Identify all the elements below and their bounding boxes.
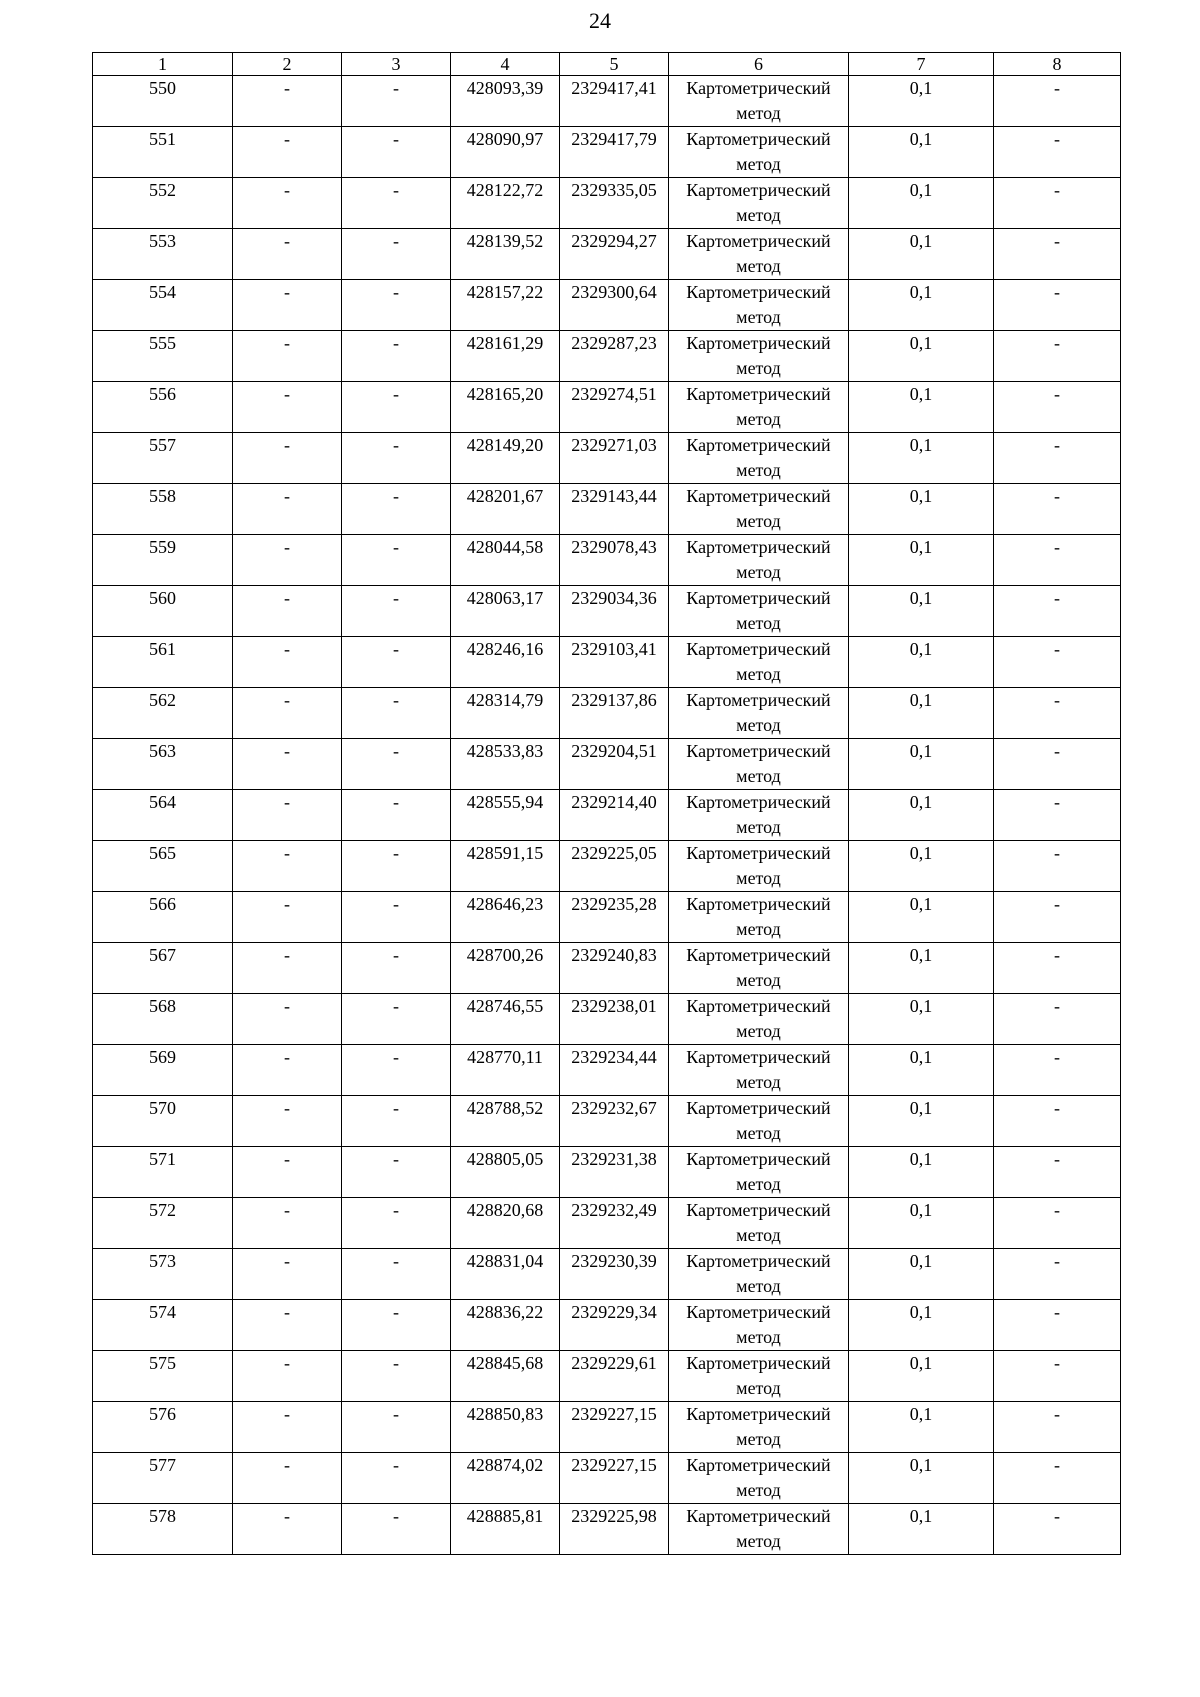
col3-cell: -: [342, 127, 451, 178]
col3-cell: -: [342, 178, 451, 229]
col3-cell: -: [342, 331, 451, 382]
x-coordinate-cell: 428805,05: [451, 1147, 560, 1198]
point-number-cell: 574: [93, 1300, 233, 1351]
point-number-cell: 551: [93, 127, 233, 178]
point-number-cell: 550: [93, 76, 233, 127]
col8-cell: -: [994, 790, 1121, 841]
col8-cell: -: [994, 1249, 1121, 1300]
table-row: [93, 535, 1121, 586]
x-coordinate-cell: 428157,22: [451, 280, 560, 331]
y-coordinate-cell: 2329234,44: [560, 1045, 669, 1096]
point-number-cell: 565: [93, 841, 233, 892]
point-number-cell: 567: [93, 943, 233, 994]
x-coordinate-cell: 428044,58: [451, 535, 560, 586]
table-row: [93, 229, 1121, 280]
method-cell: Картометрический метод: [669, 1351, 849, 1402]
x-coordinate-cell: 428770,11: [451, 1045, 560, 1096]
coordinates-table: [92, 52, 1121, 1555]
point-number-cell: 576: [93, 1402, 233, 1453]
point-number-cell: 571: [93, 1147, 233, 1198]
x-coordinate-cell: 428161,29: [451, 331, 560, 382]
y-coordinate-cell: 2329225,05: [560, 841, 669, 892]
col2-cell: -: [233, 382, 342, 433]
col2-cell: -: [233, 1504, 342, 1555]
col2-cell: -: [233, 1351, 342, 1402]
method-cell: Картометрический метод: [669, 1300, 849, 1351]
y-coordinate-cell: 2329287,23: [560, 331, 669, 382]
col8-cell: -: [994, 1147, 1121, 1198]
col8-cell: -: [994, 637, 1121, 688]
col2-cell: -: [233, 1453, 342, 1504]
table-row: [93, 637, 1121, 688]
col3-cell: -: [342, 1147, 451, 1198]
col8-cell: -: [994, 943, 1121, 994]
x-coordinate-cell: 428850,83: [451, 1402, 560, 1453]
y-coordinate-cell: 2329294,27: [560, 229, 669, 280]
col3-cell: -: [342, 841, 451, 892]
table-row: [93, 331, 1121, 382]
col3-cell: -: [342, 1249, 451, 1300]
y-coordinate-cell: 2329230,39: [560, 1249, 669, 1300]
y-coordinate-cell: 2329229,34: [560, 1300, 669, 1351]
col3-cell: -: [342, 1351, 451, 1402]
col2-cell: -: [233, 331, 342, 382]
y-coordinate-cell: 2329274,51: [560, 382, 669, 433]
col8-cell: -: [994, 1402, 1121, 1453]
col2-cell: -: [233, 688, 342, 739]
col8-cell: -: [994, 229, 1121, 280]
y-coordinate-cell: 2329417,41: [560, 76, 669, 127]
method-cell: Картометрический метод: [669, 1147, 849, 1198]
column-header: 7: [849, 53, 994, 76]
y-coordinate-cell: 2329103,41: [560, 637, 669, 688]
y-coordinate-cell: 2329232,67: [560, 1096, 669, 1147]
precision-cell: 0,1: [849, 127, 994, 178]
y-coordinate-cell: 2329225,98: [560, 1504, 669, 1555]
method-cell: Картометрический метод: [669, 76, 849, 127]
x-coordinate-cell: 428820,68: [451, 1198, 560, 1249]
col2-cell: -: [233, 484, 342, 535]
y-coordinate-cell: 2329417,79: [560, 127, 669, 178]
col2-cell: -: [233, 1147, 342, 1198]
method-cell: Картометрический метод: [669, 892, 849, 943]
col2-cell: -: [233, 1402, 342, 1453]
x-coordinate-cell: 428090,97: [451, 127, 560, 178]
table-row: [93, 433, 1121, 484]
precision-cell: 0,1: [849, 484, 994, 535]
col3-cell: -: [342, 994, 451, 1045]
table-row: [93, 178, 1121, 229]
method-cell: Картометрический метод: [669, 178, 849, 229]
col8-cell: -: [994, 1453, 1121, 1504]
precision-cell: 0,1: [849, 688, 994, 739]
table-row: [93, 280, 1121, 331]
y-coordinate-cell: 2329235,28: [560, 892, 669, 943]
col2-cell: -: [233, 433, 342, 484]
precision-cell: 0,1: [849, 1198, 994, 1249]
y-coordinate-cell: 2329227,15: [560, 1453, 669, 1504]
col2-cell: -: [233, 1249, 342, 1300]
col2-cell: -: [233, 943, 342, 994]
method-cell: Картометрический метод: [669, 841, 849, 892]
col8-cell: -: [994, 1198, 1121, 1249]
page-number: 24: [589, 8, 611, 33]
col3-cell: -: [342, 1453, 451, 1504]
x-coordinate-cell: 428836,22: [451, 1300, 560, 1351]
col3-cell: -: [342, 229, 451, 280]
col8-cell: -: [994, 178, 1121, 229]
point-number-cell: 553: [93, 229, 233, 280]
point-number-cell: 557: [93, 433, 233, 484]
col2-cell: -: [233, 280, 342, 331]
point-number-cell: 562: [93, 688, 233, 739]
y-coordinate-cell: 2329137,86: [560, 688, 669, 739]
table-row: [93, 1096, 1121, 1147]
precision-cell: 0,1: [849, 76, 994, 127]
method-cell: Картометрический метод: [669, 433, 849, 484]
x-coordinate-cell: 428246,16: [451, 637, 560, 688]
method-cell: Картометрический метод: [669, 739, 849, 790]
method-cell: Картометрический метод: [669, 994, 849, 1045]
x-coordinate-cell: 428646,23: [451, 892, 560, 943]
point-number-cell: 566: [93, 892, 233, 943]
precision-cell: 0,1: [849, 1453, 994, 1504]
precision-cell: 0,1: [849, 943, 994, 994]
column-header: 5: [560, 53, 669, 76]
col3-cell: -: [342, 1096, 451, 1147]
col8-cell: -: [994, 1045, 1121, 1096]
y-coordinate-cell: 2329335,05: [560, 178, 669, 229]
col2-cell: -: [233, 76, 342, 127]
col3-cell: -: [342, 76, 451, 127]
col8-cell: -: [994, 382, 1121, 433]
x-coordinate-cell: 428093,39: [451, 76, 560, 127]
x-coordinate-cell: 428533,83: [451, 739, 560, 790]
col3-cell: -: [342, 586, 451, 637]
col8-cell: -: [994, 1096, 1121, 1147]
col8-cell: -: [994, 586, 1121, 637]
col3-cell: -: [342, 535, 451, 586]
y-coordinate-cell: 2329214,40: [560, 790, 669, 841]
point-number-cell: 555: [93, 331, 233, 382]
table-row: [93, 1351, 1121, 1402]
point-number-cell: 575: [93, 1351, 233, 1402]
x-coordinate-cell: 428555,94: [451, 790, 560, 841]
precision-cell: 0,1: [849, 739, 994, 790]
table-row: [93, 1198, 1121, 1249]
precision-cell: 0,1: [849, 331, 994, 382]
table-row: [93, 943, 1121, 994]
precision-cell: 0,1: [849, 841, 994, 892]
precision-cell: 0,1: [849, 994, 994, 1045]
x-coordinate-cell: 428139,52: [451, 229, 560, 280]
x-coordinate-cell: 428700,26: [451, 943, 560, 994]
precision-cell: 0,1: [849, 1096, 994, 1147]
y-coordinate-cell: 2329229,61: [560, 1351, 669, 1402]
method-cell: Картометрический метод: [669, 637, 849, 688]
x-coordinate-cell: 428874,02: [451, 1453, 560, 1504]
method-cell: Картометрический метод: [669, 1198, 849, 1249]
x-coordinate-cell: 428788,52: [451, 1096, 560, 1147]
precision-cell: 0,1: [849, 1300, 994, 1351]
method-cell: Картометрический метод: [669, 280, 849, 331]
precision-cell: 0,1: [849, 1351, 994, 1402]
table-header: [93, 53, 1121, 76]
y-coordinate-cell: 2329227,15: [560, 1402, 669, 1453]
col3-cell: -: [342, 382, 451, 433]
precision-cell: 0,1: [849, 1147, 994, 1198]
point-number-cell: 577: [93, 1453, 233, 1504]
point-number-cell: 573: [93, 1249, 233, 1300]
col3-cell: -: [342, 1504, 451, 1555]
precision-cell: 0,1: [849, 892, 994, 943]
y-coordinate-cell: 2329240,83: [560, 943, 669, 994]
column-header: 3: [342, 53, 451, 76]
table-row: [93, 688, 1121, 739]
x-coordinate-cell: 428885,81: [451, 1504, 560, 1555]
table-row: [93, 1504, 1121, 1555]
method-cell: Картометрический метод: [669, 484, 849, 535]
x-coordinate-cell: 428201,67: [451, 484, 560, 535]
method-cell: Картометрический метод: [669, 229, 849, 280]
table-row: [93, 790, 1121, 841]
point-number-cell: 554: [93, 280, 233, 331]
point-number-cell: 572: [93, 1198, 233, 1249]
precision-cell: 0,1: [849, 433, 994, 484]
y-coordinate-cell: 2329232,49: [560, 1198, 669, 1249]
precision-cell: 0,1: [849, 1504, 994, 1555]
col8-cell: -: [994, 1300, 1121, 1351]
column-header: 6: [669, 53, 849, 76]
table-row: [93, 739, 1121, 790]
x-coordinate-cell: 428746,55: [451, 994, 560, 1045]
table-row: [93, 1147, 1121, 1198]
point-number-cell: 556: [93, 382, 233, 433]
precision-cell: 0,1: [849, 178, 994, 229]
col3-cell: -: [342, 739, 451, 790]
precision-cell: 0,1: [849, 1402, 994, 1453]
x-coordinate-cell: 428149,20: [451, 433, 560, 484]
table-row: [93, 1300, 1121, 1351]
method-cell: Картометрический метод: [669, 1249, 849, 1300]
y-coordinate-cell: 2329034,36: [560, 586, 669, 637]
col8-cell: -: [994, 280, 1121, 331]
precision-cell: 0,1: [849, 382, 994, 433]
column-header: 8: [994, 53, 1121, 76]
col2-cell: -: [233, 127, 342, 178]
col3-cell: -: [342, 1300, 451, 1351]
y-coordinate-cell: 2329231,38: [560, 1147, 669, 1198]
col2-cell: -: [233, 178, 342, 229]
col8-cell: -: [994, 892, 1121, 943]
col2-cell: -: [233, 994, 342, 1045]
y-coordinate-cell: 2329204,51: [560, 739, 669, 790]
x-coordinate-cell: 428165,20: [451, 382, 560, 433]
column-header: 1: [93, 53, 233, 76]
col8-cell: -: [994, 535, 1121, 586]
col8-cell: -: [994, 739, 1121, 790]
precision-cell: 0,1: [849, 790, 994, 841]
y-coordinate-cell: 2329143,44: [560, 484, 669, 535]
col8-cell: -: [994, 841, 1121, 892]
y-coordinate-cell: 2329300,64: [560, 280, 669, 331]
col3-cell: -: [342, 433, 451, 484]
x-coordinate-cell: 428122,72: [451, 178, 560, 229]
col8-cell: -: [994, 994, 1121, 1045]
point-number-cell: 578: [93, 1504, 233, 1555]
precision-cell: 0,1: [849, 1249, 994, 1300]
table-row: [93, 76, 1121, 127]
col3-cell: -: [342, 943, 451, 994]
column-header: 4: [451, 53, 560, 76]
col8-cell: -: [994, 127, 1121, 178]
col3-cell: -: [342, 688, 451, 739]
table-row: [93, 484, 1121, 535]
col8-cell: -: [994, 1504, 1121, 1555]
table-body: [93, 76, 1121, 1555]
col2-cell: -: [233, 535, 342, 586]
col2-cell: -: [233, 1300, 342, 1351]
col2-cell: -: [233, 229, 342, 280]
point-number-cell: 568: [93, 994, 233, 1045]
point-number-cell: 564: [93, 790, 233, 841]
col2-cell: -: [233, 1096, 342, 1147]
point-number-cell: 570: [93, 1096, 233, 1147]
x-coordinate-cell: 428591,15: [451, 841, 560, 892]
table-row: [93, 127, 1121, 178]
x-coordinate-cell: 428063,17: [451, 586, 560, 637]
point-number-cell: 552: [93, 178, 233, 229]
col2-cell: -: [233, 892, 342, 943]
col3-cell: -: [342, 892, 451, 943]
col3-cell: -: [342, 637, 451, 688]
method-cell: Картометрический метод: [669, 943, 849, 994]
table-row: [93, 1453, 1121, 1504]
precision-cell: 0,1: [849, 637, 994, 688]
precision-cell: 0,1: [849, 586, 994, 637]
method-cell: Картометрический метод: [669, 790, 849, 841]
col2-cell: -: [233, 1198, 342, 1249]
x-coordinate-cell: 428314,79: [451, 688, 560, 739]
method-cell: Картометрический метод: [669, 1045, 849, 1096]
col8-cell: -: [994, 433, 1121, 484]
table-row: [93, 1045, 1121, 1096]
column-header: 2: [233, 53, 342, 76]
table-row: [93, 586, 1121, 637]
col3-cell: -: [342, 484, 451, 535]
col3-cell: -: [342, 1045, 451, 1096]
col3-cell: -: [342, 280, 451, 331]
method-cell: Картометрический метод: [669, 331, 849, 382]
col2-cell: -: [233, 790, 342, 841]
point-number-cell: 561: [93, 637, 233, 688]
table-row: [93, 841, 1121, 892]
method-cell: Картометрический метод: [669, 586, 849, 637]
precision-cell: 0,1: [849, 280, 994, 331]
method-cell: Картометрический метод: [669, 1096, 849, 1147]
col2-cell: -: [233, 739, 342, 790]
table-row: [93, 1249, 1121, 1300]
precision-cell: 0,1: [849, 1045, 994, 1096]
col3-cell: -: [342, 790, 451, 841]
point-number-cell: 563: [93, 739, 233, 790]
method-cell: Картометрический метод: [669, 382, 849, 433]
col8-cell: -: [994, 331, 1121, 382]
method-cell: Картометрический метод: [669, 127, 849, 178]
col2-cell: -: [233, 637, 342, 688]
col8-cell: -: [994, 484, 1121, 535]
method-cell: Картометрический метод: [669, 1453, 849, 1504]
col8-cell: -: [994, 1351, 1121, 1402]
point-number-cell: 559: [93, 535, 233, 586]
table-row: [93, 382, 1121, 433]
method-cell: Картометрический метод: [669, 688, 849, 739]
col8-cell: -: [994, 688, 1121, 739]
x-coordinate-cell: 428845,68: [451, 1351, 560, 1402]
table-row: [93, 1402, 1121, 1453]
method-cell: Картометрический метод: [669, 1402, 849, 1453]
x-coordinate-cell: 428831,04: [451, 1249, 560, 1300]
method-cell: Картометрический метод: [669, 1504, 849, 1555]
method-cell: Картометрический метод: [669, 535, 849, 586]
point-number-cell: 558: [93, 484, 233, 535]
table-row: [93, 994, 1121, 1045]
precision-cell: 0,1: [849, 535, 994, 586]
col2-cell: -: [233, 841, 342, 892]
point-number-cell: 560: [93, 586, 233, 637]
col3-cell: -: [342, 1402, 451, 1453]
y-coordinate-cell: 2329078,43: [560, 535, 669, 586]
col3-cell: -: [342, 1198, 451, 1249]
col2-cell: -: [233, 586, 342, 637]
table-row: [93, 892, 1121, 943]
y-coordinate-cell: 2329238,01: [560, 994, 669, 1045]
header-row: [93, 53, 1121, 76]
precision-cell: 0,1: [849, 229, 994, 280]
point-number-cell: 569: [93, 1045, 233, 1096]
y-coordinate-cell: 2329271,03: [560, 433, 669, 484]
col8-cell: -: [994, 76, 1121, 127]
col2-cell: -: [233, 1045, 342, 1096]
